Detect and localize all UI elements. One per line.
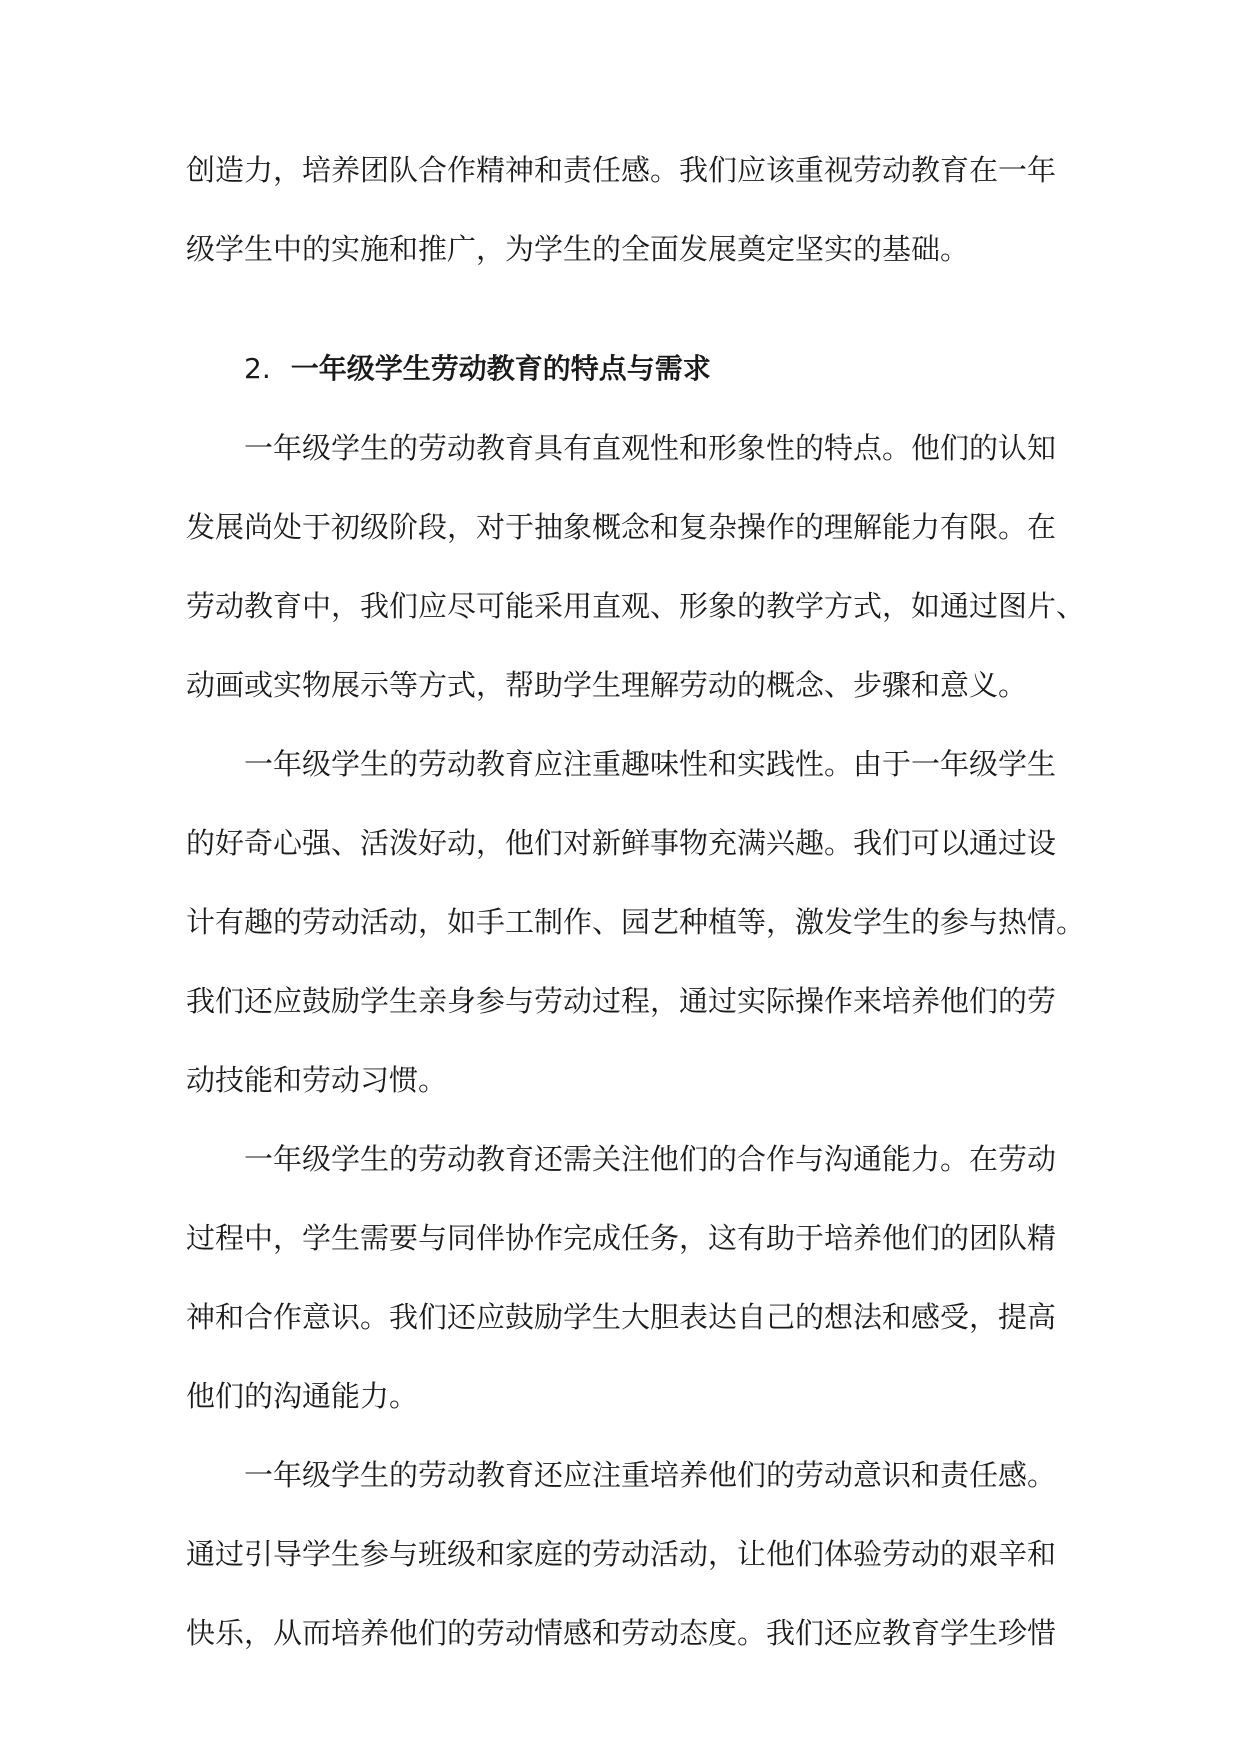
text-line: 他们的沟通能力。 bbox=[186, 1379, 419, 1413]
section-heading bbox=[186, 339, 1056, 418]
paragraph-1 bbox=[186, 418, 1086, 734]
paragraph-3 bbox=[186, 1129, 1056, 1445]
text-line: 的好奇心强、活泼好动，他们对新鲜事物充满兴趣。我们可以通过设 bbox=[186, 826, 1057, 860]
text-line: 劳动教育中，我们应尽可能采用直观、形象的教学方式，如通过图片、 bbox=[186, 589, 1086, 623]
text-line: 级学生中的实施和推广，为学生的全面发展奠定坚实的基础。 bbox=[186, 232, 970, 266]
document-body bbox=[186, 140, 1086, 1682]
section-number: 2. bbox=[244, 352, 271, 385]
text-line: 一年级学生的劳动教育具有直观性和形象性的特点。他们的认知 bbox=[244, 431, 1057, 465]
paragraph-2 bbox=[186, 734, 1086, 1129]
text-line: 发展尚处于初级阶段，对于抽象概念和复杂操作的理解能力有限。在 bbox=[186, 510, 1057, 544]
section-title: 一年级学生劳动教育的特点与需求 bbox=[290, 352, 711, 385]
paragraph-intro bbox=[186, 140, 1056, 298]
paragraph-4 bbox=[186, 1445, 1056, 1682]
text-line: 过程中，学生需要与同伴协作完成任务，这有助于培养他们的团队精 bbox=[186, 1221, 1057, 1255]
text-line: 一年级学生的劳动教育还需关注他们的合作与沟通能力。在劳动 bbox=[244, 1142, 1057, 1176]
text-line: 计有趣的劳动活动，如手工制作、园艺种植等，激发学生的参与热情。 bbox=[186, 905, 1086, 939]
text-line: 我们还应鼓励学生亲身参与劳动过程，通过实际操作来培养他们的劳 bbox=[186, 984, 1057, 1018]
text-line: 一年级学生的劳动教育应注重趣味性和实践性。由于一年级学生 bbox=[244, 747, 1057, 781]
text-line: 神和合作意识。我们还应鼓励学生大胆表达自己的想法和感受，提高 bbox=[186, 1300, 1057, 1334]
text-line: 动画或实物展示等方式，帮助学生理解劳动的概念、步骤和意义。 bbox=[186, 668, 1028, 702]
text-line: 快乐，从而培养他们的劳动情感和劳动态度。我们还应教育学生珍惜 bbox=[186, 1616, 1057, 1650]
text-line: 通过引导学生参与班级和家庭的劳动活动，让他们体验劳动的艰辛和 bbox=[186, 1537, 1057, 1571]
text-line: 动技能和劳动习惯。 bbox=[186, 1063, 448, 1097]
text-line: 创造力，培养团队合作精神和责任感。我们应该重视劳动教育在一年 bbox=[186, 153, 1057, 187]
text-line: 一年级学生的劳动教育还应注重培养他们的劳动意识和责任感。 bbox=[244, 1458, 1057, 1492]
